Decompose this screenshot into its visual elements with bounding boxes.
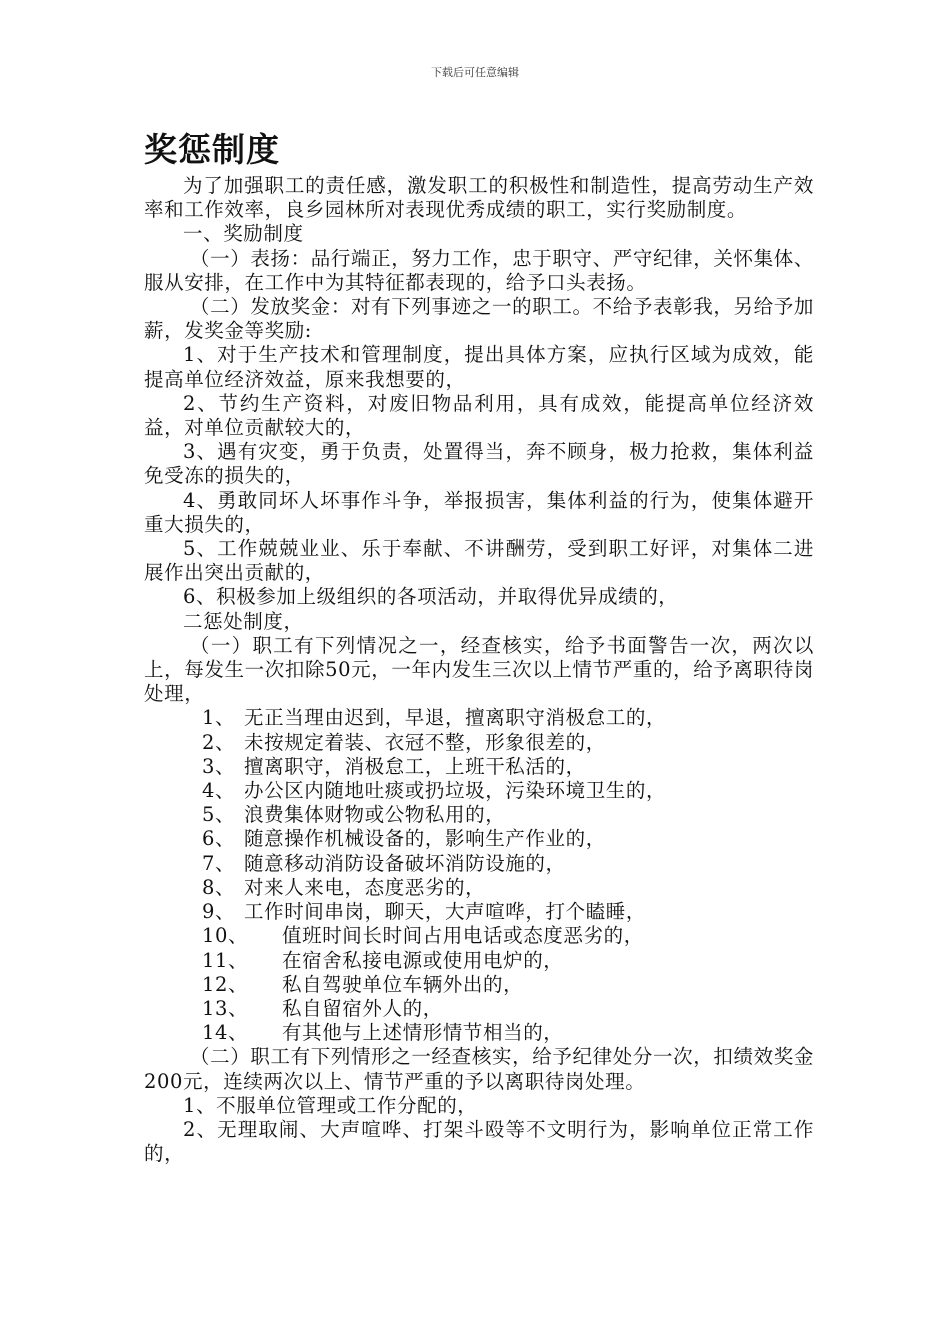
warning-item-number: 9、 [202,900,236,924]
warning-item-text: 随意操作机械设备的，影响生产作业的， [244,827,606,851]
reward-item: 4、勇敢同坏人坏事作斗争，举报损害，集体利益的行为，使集体避开重大损失的， [144,488,814,536]
warning-item-number: 11、 [202,948,249,972]
discipline-item: 2、无理取闹、大声喧哗、打架斗殴等不文明行为，影响单位正常工作的， [144,1117,814,1166]
warning-item [144,803,814,827]
document-body [144,174,814,1166]
warning-item-number: 7、 [202,851,236,875]
warning-item-text: 有其他与上述情形情节相当的， [282,1021,564,1045]
warning-item [144,706,814,730]
warning-item-text: 私自驾驶单位车辆外出的， [282,972,524,996]
document-title: 奖惩制度 [144,130,280,169]
penalty-heading: 二惩处制度， [183,609,304,633]
reward-heading: 一、奖励制度 [183,222,304,246]
warning-item-text: 浪费集体财物或公物私用的， [244,803,506,827]
warning-item-number: 13、 [202,996,249,1020]
warning-item [144,900,814,924]
warning-item [144,949,814,973]
warning-item-number: 12、 [202,972,249,996]
reward-praise-paragraph: （一）表扬：品行端正，努力工作，忠于职守、严守纪律，关怀集体、服从安排，在工作中为其特征都表现的，给予口头表扬。 [144,246,814,294]
intro-paragraph: 为了加强职工的责任感，激发职工的积极性和制造性，提高劳动生产效率和工作效率，良乡园林所对表现优秀成绩的职工，实行奖励制度。 [144,174,814,222]
warning-item-text: 随意移动消防设备破坏消防设施的， [244,851,566,875]
warning-item-number: 4、 [202,779,236,803]
penalty-discipline-paragraph: （二）职工有下列情形之一经查核实，给予纪律处分一次，扣绩效奖金200元，连续两次以上、情节严重的予以离职待岗处理。 [144,1045,814,1093]
warning-item-number: 1、 [202,706,236,730]
warning-item [144,755,814,779]
page-header-note: 下载后可任意编辑 [431,66,519,79]
warning-item [144,997,814,1021]
reward-item: 6、积极参加上级组织的各项活动，并取得优异成绩的， [183,585,679,609]
warning-item-number: 8、 [202,875,236,899]
warning-item-text: 工作时间串岗，聊天，大声喧哗，打个瞌睡， [244,900,647,924]
warning-item [144,924,814,948]
warning-item-text: 在宿舍私接电源或使用电炉的， [282,948,564,972]
warning-item-text: 办公区内随地吐痰或扔垃圾，污染环境卫生的， [244,779,667,803]
reward-bonus-paragraph: （二）发放奖金：对有下列事迹之一的职工。不给予表彰我，另给予加薪，发奖金等奖励: [144,295,814,343]
warning-item [144,852,814,876]
reward-item: 5、工作兢兢业业、乐于奉献、不讲酬劳，受到职工好评，对集体二进展作出突出贡献的， [144,537,814,585]
warning-item [144,827,814,851]
warning-item-text: 对来人来电，态度恶劣的， [244,875,486,899]
warning-item-text: 擅离职守，消极怠工，上班干私活的， [244,754,586,778]
warning-item-number: 10、 [202,924,249,948]
warning-item [144,876,814,900]
penalty-warning-paragraph: （一）职工有下列情况之一，经查核实，给予书面警告一次，两次以上，每发生一次扣除50元，一年内发生三次以上情节严重的，给予离职待岗处理， [144,633,814,706]
warning-item-number: 5、 [202,803,236,827]
reward-item: 2、节约生产资料，对废旧物品利用，具有成效，能提高单位经济效益，对单位贡献较大的， [144,391,814,440]
warning-item-number: 14、 [202,1021,249,1045]
discipline-item: 1、不服单位管理或工作分配的， [183,1093,478,1117]
reward-item: 1、对于生产技术和管理制度，提出具体方案，应执行区域为成效，能提高单位经济效益，原来我想要的， [144,343,814,391]
warning-item-number: 6、 [202,827,236,851]
warning-item [144,731,814,755]
warning-item-text: 私自留宿外人的， [282,996,443,1020]
warning-item-text: 无正当理由迟到，早退，擅离职守消极怠工的， [244,706,667,730]
warning-item [144,1021,814,1045]
warning-item [144,973,814,997]
warning-item [144,779,814,803]
warning-item-text: 值班时间长时间占用电话或态度恶劣的， [282,924,644,948]
warning-item-number: 2、 [202,730,236,754]
warning-item-number: 3、 [202,754,236,778]
warning-item-text: 未按规定着装、衣冠不整，形象很差的， [244,730,606,754]
reward-item: 3、遇有灾变，勇于负责，处置得当，奔不顾身，极力抢救，集体利益免受冻的损失的， [144,440,814,488]
